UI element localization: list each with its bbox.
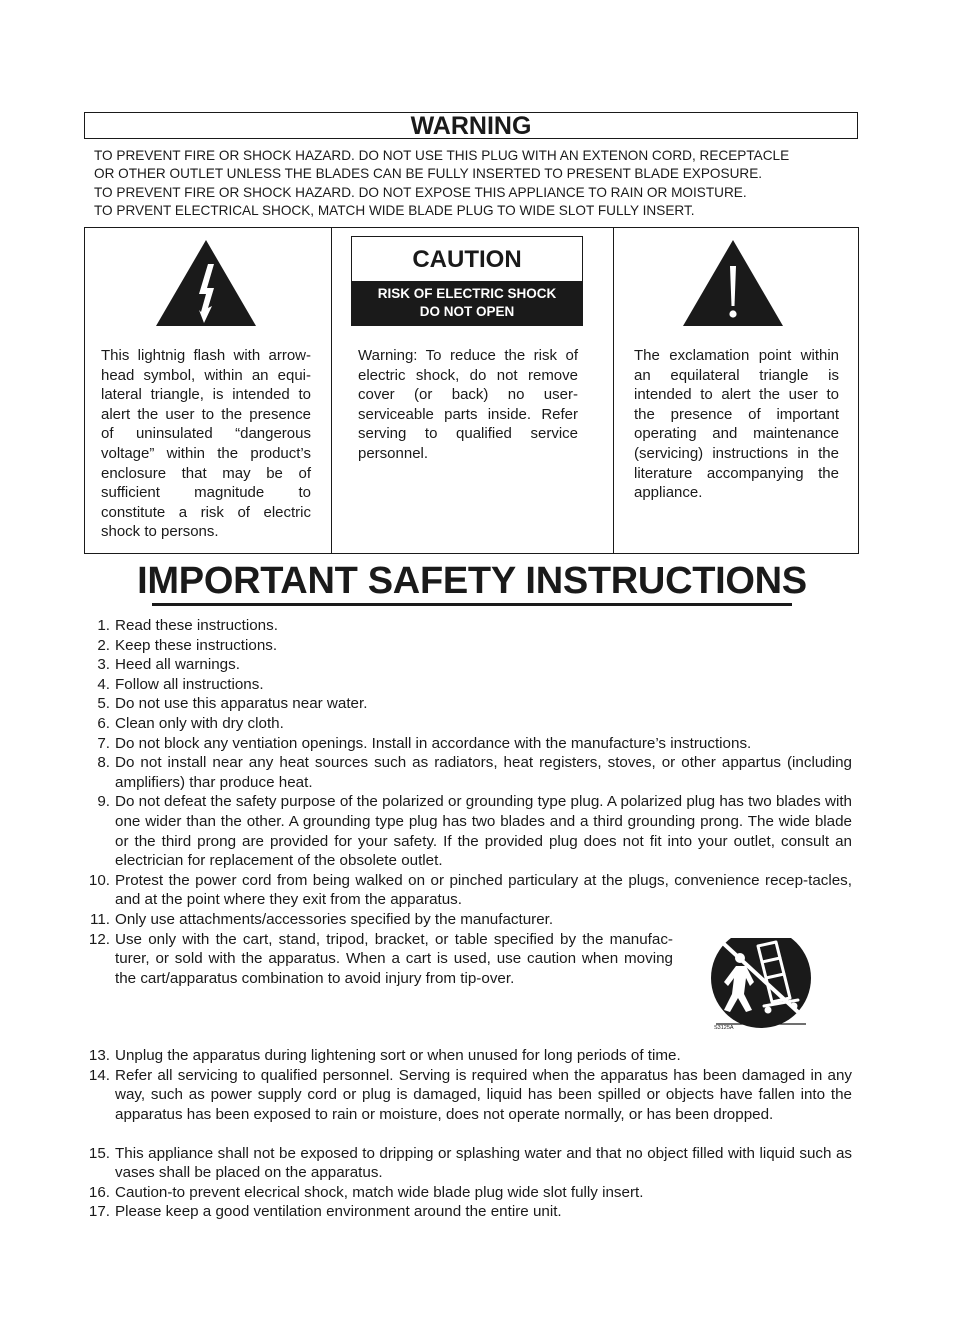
cart-tipover-warning-icon	[706, 938, 816, 1032]
warning-line: TO PRVENT ELECTRICAL SHOCK, MATCH WIDE BLADE PLUG TO WIDE SLOT FULLY INSERT.	[94, 202, 695, 218]
item-text: Do not defeat the safety purpose of the polarized or grounding type plug. A polarized plug has two blades with one wider than the other. A grounding type plug has two blades and a third grounding prong. The wide blade or the third prong are provided for your safety. If the provided plug does not fit into your outlet, consult an electrician for replacement of the obsolete outlet.	[115, 793, 852, 870]
warning-title: WARNING	[84, 112, 858, 139]
item-text: Refer all servicing to qualified personnel. Serving is required when the apparatus has been damaged in any way, such as power supply cord or plug is damaged, liquid has been spilled or objects have fallen into the apparatus has been exposed to rain or moisture, does not operate normally, or has been dropped.	[115, 1066, 852, 1123]
caution-band	[352, 281, 582, 325]
item-text: Read these instructions.	[115, 617, 278, 634]
item-number: 9.	[97, 793, 110, 811]
item-text: Do not use this apparatus near water.	[115, 695, 368, 713]
item-text: Use only with the cart, stand, tripod, bracket, or table specified by the manufac-turer, or sold with the apparatus. When a cart is used, use caution when moving the cart/apparatus combination to avoid injury from tip-over.	[115, 930, 673, 987]
item-text: Clean only with dry cloth.	[115, 715, 284, 732]
column-divider	[331, 228, 332, 553]
caution-label	[351, 236, 583, 326]
lightning-symbol-description: This lightnig flash with arrow-head symbol, within an equi-lateral triangle, is intended to alert the user to the presence of uninsulated “dangerous voltage” within the product’s enclosure that may be of sufficient magnitude to constitute a risk of electric shock to persons.	[101, 347, 311, 541]
item-number: 7.	[97, 734, 110, 752]
warning-text	[94, 147, 864, 220]
warning-line: OR OTHER OUTLET UNLESS THE BLADES CAN BE FULLY INSERTED TO PRESENT BLADE EXPOSURE.	[94, 166, 763, 182]
item-number: 3.	[97, 656, 110, 674]
caution-band-line: DO NOT OPEN	[419, 304, 515, 319]
page-title: IMPORTANT SAFETY INSTRUCTIONS	[137, 560, 807, 602]
item-text: Unplug the apparatus during lightening sort or when unused for long periods of time.	[115, 1047, 681, 1064]
caution-description: Warning: To reduce the risk of electric shock, do not remove cover (or back) no user-serviceable parts inside. Refer serving to qualified service personnel.	[358, 347, 578, 462]
item-text: Do not block any ventiation openings. Install in accordance with the manufacture’s instructions.	[115, 734, 752, 752]
title-underline	[152, 603, 792, 606]
item-number: 8.	[97, 754, 110, 772]
item-text: Please keep a good ventilation environment around the entire unit.	[115, 1203, 562, 1221]
caution-band-line: RISK OF ELECTRIC SHOCK	[377, 286, 557, 301]
item-number: 4.	[97, 675, 110, 693]
item-text: Only use attachments/accessories specified by the manufacturer.	[115, 911, 554, 928]
item-number: 14.	[88, 1066, 110, 1084]
item-number: 16.	[88, 1183, 110, 1201]
item-text: This appliance shall not be exposed to dripping or splashing water and that no object filled with liquid such as vases shall be placed on the apparatus.	[115, 1144, 852, 1182]
item-number: 1.	[97, 617, 110, 634]
warning-line: TO PREVENT FIRE OR SHOCK HAZARD. DO NOT USE THIS PLUG WITH AN EXTENON CORD, RECEPTACLE	[94, 148, 790, 163]
item-number: 15.	[88, 1144, 110, 1162]
caution-title: CAUTION	[412, 246, 522, 273]
item-text: Follow all instructions.	[115, 675, 264, 693]
item-number: 12.	[88, 930, 110, 948]
item-number: 13.	[88, 1047, 110, 1064]
item-text: Keep these instructions.	[115, 636, 278, 654]
item-number: 10.	[88, 871, 110, 889]
item-text: Protest the power cord from being walked on or pinched particulary at the plugs, convenience recep-tacles, and at the point where they exit from the apparatus.	[115, 871, 852, 909]
exclamation-triangle-icon	[681, 238, 785, 328]
exclamation-symbol-description: The exclamation point within an equilateral triangle is intended to alert the user to the presence of important operating and maintenance (servicing) instructions in the literature accompanying the appliance.	[634, 347, 839, 502]
item-text: Caution-to prevent elecrical shock, match wide blade plug wide slot fully insert.	[115, 1183, 644, 1201]
item-number: 17.	[88, 1203, 110, 1221]
item-text: Do not install near any heat sources such as radiators, heat registers, stoves, or other appartus (including amplifiers) thar produce heat.	[115, 754, 852, 791]
cart-symbol-code: S3125A	[714, 1025, 734, 1031]
item-text: Heed all warnings.	[115, 656, 240, 674]
lightning-triangle-icon	[154, 238, 258, 328]
column-divider	[613, 228, 614, 553]
item-number: 5.	[97, 695, 110, 713]
warning-line: TO PREVENT FIRE OR SHOCK HAZARD. DO NOT EXPOSE THIS APPLIANCE TO RAIN OR MOISTURE.	[94, 184, 747, 200]
item-number: 11.	[90, 911, 110, 928]
item-number: 6.	[97, 715, 110, 732]
item-number: 2.	[97, 636, 110, 654]
